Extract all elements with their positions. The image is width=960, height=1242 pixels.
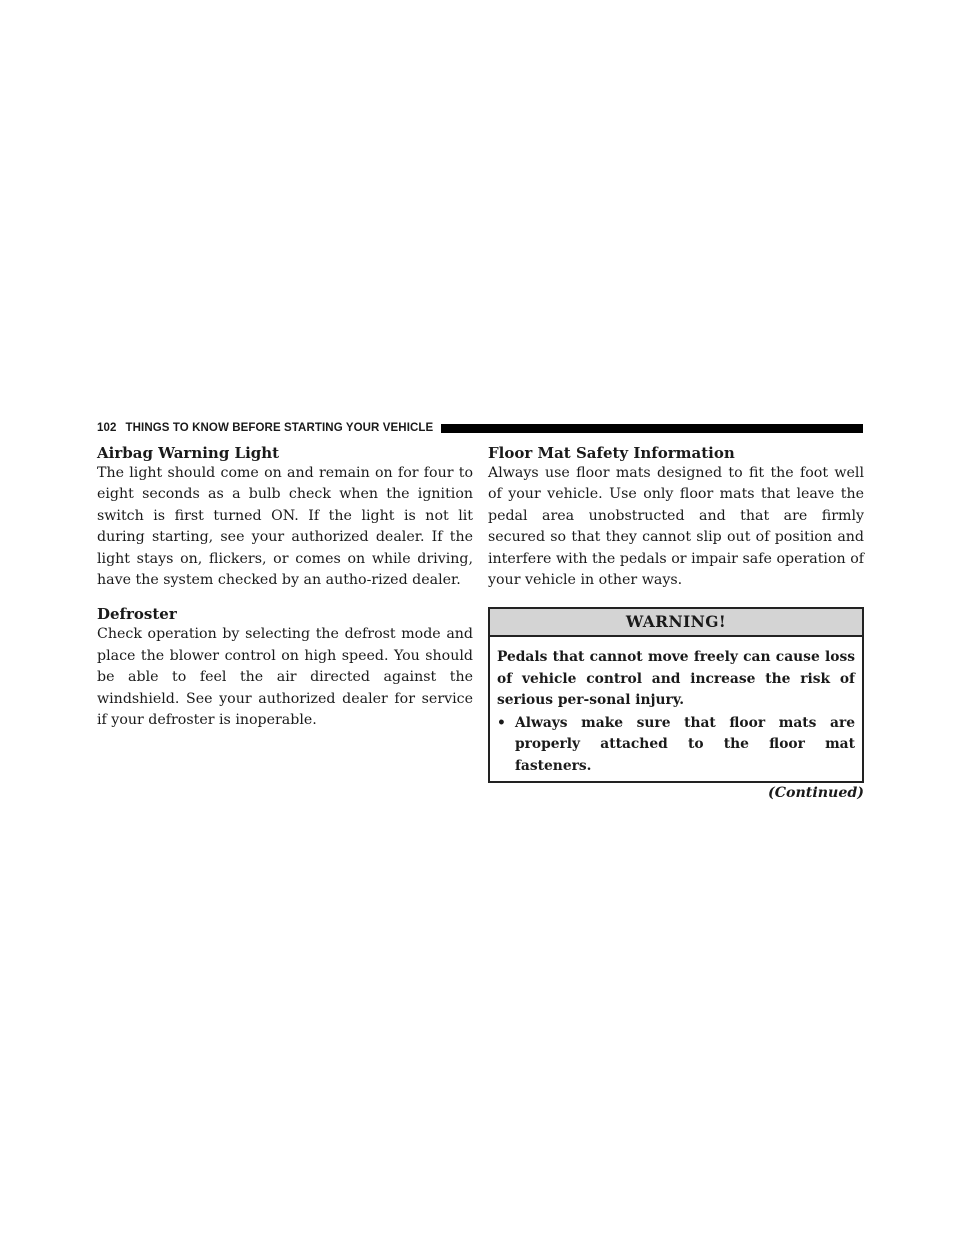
floor-mat-paragraph: Always use floor mats designed to fit the foot well of your vehicle. Use only floor mats that leave the pedal area unobstructed and that are firmly secured so that they cannot slip out of position and interfere with the pedals or impair safe operation of your vehicle in other ways. <box>488 465 864 589</box>
bullet-icon: • <box>497 714 506 731</box>
defroster-paragraph: Check operation by selecting the defrost mode and place the blower control on high speed. You should be able to feel the air directed against the windshield. See your authorized dealer for service if your defroster is inoperable. <box>97 626 473 729</box>
left-column <box>97 443 473 731</box>
airbag-heading: Airbag Warning Light <box>97 444 280 462</box>
continued-label: (Continued) <box>767 785 864 802</box>
page-number: 102 <box>97 422 117 434</box>
warning-bullet-text: Always make sure that floor mats are properly attached to the floor mat fasteners. <box>515 714 855 774</box>
warning-box <box>488 607 864 783</box>
airbag-paragraph: The light should come on and remain on for four to eight seconds as a bulb check when the ignition switch is first turned ON. If the light is not lit during starting, see your authorized dealer. If the light stays on, flickers, or comes on while driving, have the system checked by an autho-rized dealer. <box>97 465 473 589</box>
page-header <box>97 418 863 438</box>
chapter-title: THINGS TO KNOW BEFORE STARTING YOUR VEHICLE <box>125 422 434 434</box>
right-column <box>488 443 864 802</box>
warning-text: Pedals that cannot move freely can cause loss of vehicle control and increase the risk of serious per-sonal injury. <box>497 649 855 709</box>
warning-bullet-item <box>497 713 855 778</box>
floor-mat-heading: Floor Mat Safety Information <box>488 444 735 462</box>
warning-body <box>490 637 862 781</box>
defroster-heading: Defroster <box>97 605 177 624</box>
header-rule <box>441 424 863 433</box>
warning-title: WARNING! <box>490 609 862 637</box>
